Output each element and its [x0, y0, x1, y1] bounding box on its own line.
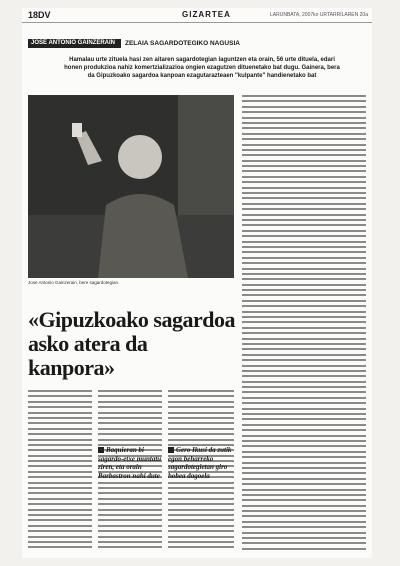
- body-column-1: [28, 390, 92, 550]
- body-column-right: [242, 95, 366, 550]
- photo-illustration: [28, 95, 234, 278]
- pullquote-marker-icon: [98, 447, 104, 453]
- newspaper-page: [22, 8, 372, 558]
- pullquote-1-text: Baquieran bi sagardo-etxe muntatu ziren, eta orain Barbastron nahi dute: [98, 446, 162, 480]
- kicker: ZELAIA SAGARDOTEGIKO NAGUSIA: [125, 40, 240, 47]
- byline: JOSE ANTONIO GAINZERAIN: [28, 39, 121, 48]
- section-title: GIZARTEA: [182, 10, 231, 19]
- portrait-photo: [28, 95, 234, 278]
- photo-caption: Jose Antonio Gainzerain, bere sagardotegian.: [28, 280, 120, 285]
- pullquote-1: [98, 446, 162, 480]
- dateline: LARUNBATA, 2007ko URTARRILAREN 20a: [269, 12, 368, 18]
- headline: «Gipuzkoako sagardoa asko atera da kanpora»: [28, 307, 235, 380]
- pullquote-marker-icon: [168, 447, 174, 453]
- pullquote-2: [168, 446, 234, 480]
- lede-paragraph: Hamalau urte zituela hasi zen aitaren sagardotegian laguntzen eta orain, 56 urte dituela, edari honen produkzioa nahiz komertzializazioa ongien ezagutzen dituenetako bat dugu. Gainera, bera da Gipuzkoako sagardoa kanpoan ezagutarazteaen "kulpante" handienetako bat: [64, 57, 340, 79]
- page-header: [22, 8, 372, 23]
- pullquote-2-text: Gero Ikusi da zutik egon beharreko sagardotegietan giro hobea dagoela: [168, 446, 232, 480]
- page-number: 18DV: [28, 10, 51, 20]
